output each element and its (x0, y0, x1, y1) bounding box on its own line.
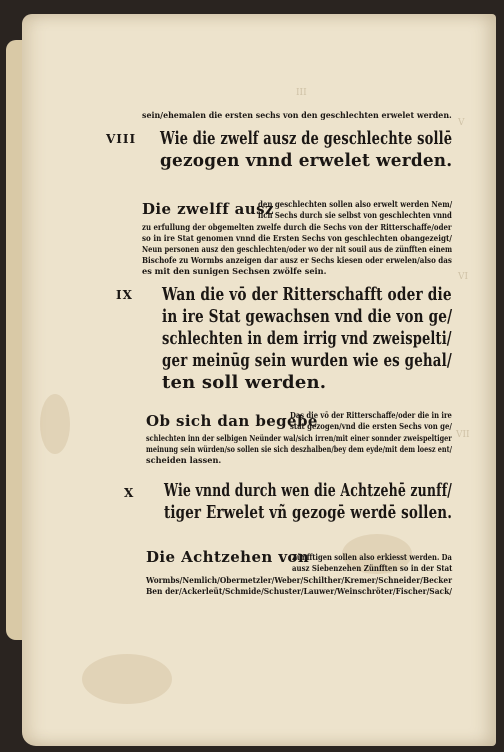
text-line: Wormbs/Nemlich/Obermetzler/Weber/Schilther/Kremer/Schneider/Becker (146, 575, 453, 585)
section-heading: Wie vnnd durch wen die Achtzehē zunff/ (164, 480, 452, 501)
text-line: Bischofe zu Wormbs anzeigen dar ausz er Sechs kiesen oder erwelen/also das (142, 255, 452, 265)
text-line: Zünfftigen sollen also erkiesst werden. Da (292, 552, 452, 562)
section-heading: in ire Stat gewachsen vnd die von ge/ (162, 306, 453, 327)
bleed-through-numeral: VII (456, 430, 470, 440)
page-marker-top: III (296, 88, 307, 98)
paragraph-initial: Die Achtzehen von (146, 548, 310, 566)
section-heading: Wan die vō der Ritterschafft oder die (162, 284, 452, 305)
text-line: ausz Siebenzehen Zünfften so in der Stat (292, 563, 453, 573)
text-line: Ben der/Ackerleüt/Schmide/Schuster/Lauwer/Weinschröter/Fischer/Sack/ (146, 586, 452, 596)
section-heading: gezogen vnnd erwelet werden. (160, 150, 453, 171)
text-line: es mit den sunigen Sechsen zwölfe sein. (142, 266, 327, 276)
text-line: sein/ehemalen die ersten sechs von den geschlechten erwelet werden. (142, 110, 452, 120)
text-line: Neun personen ausz den geschlechten/oder wo der nit souil aus de zünfften einem (142, 244, 453, 254)
section-heading: Wie die zwelf ausz de geschlechte sollē (160, 128, 453, 149)
margin-numeral: IX (116, 288, 133, 302)
section-heading: tiger Erwelet vñ gezogē werdē sollen. (164, 502, 453, 523)
section-heading: ger meinūg sein wurden wie es gehal/ (162, 350, 452, 371)
text-line: lich Sechs durch sie selbst von geschlechten vnnd (258, 210, 452, 220)
text-line: den geschlechten sollen also erwelt werden Nem/ (258, 199, 453, 209)
paragraph-initial: Die zwelff ausz (142, 200, 274, 218)
margin-numeral: VIII (106, 132, 137, 146)
section-heading: ten soll werden. (162, 372, 327, 393)
text-line: zu erfullung der obgemelten zwelfe durch die Sechs von der Ritterschaffe/oder (142, 222, 452, 232)
paragraph-initial: Ob sich dan begebe (146, 412, 318, 430)
text-line: stat gezogen/vnd die ersten Sechs von ge/ (290, 421, 452, 431)
text-line: Das die vō der Ritterschaffe/oder die in ire (290, 410, 452, 420)
text-line: so in ire Stat genomen vnnd die Ersten Sechs von geschlechten obangezeigt/ (142, 233, 452, 243)
text-line: scheiden lassen. (146, 455, 222, 465)
margin-numeral: X (124, 486, 135, 500)
text-line: schlechten inn der selbigen Neünder wal/sich irren/mit einer sonnder zweispeltiger (146, 433, 452, 443)
bleed-through-numeral: VI (458, 272, 469, 282)
bleed-through-numeral: V (458, 118, 465, 128)
text-line: meinung sein würden/so sollen sie sich deszhalben/bey dem eyde/mit dem loesz ent/ (146, 444, 453, 454)
section-heading: schlechten in dem irrig vnd zweispelti/ (162, 328, 452, 349)
